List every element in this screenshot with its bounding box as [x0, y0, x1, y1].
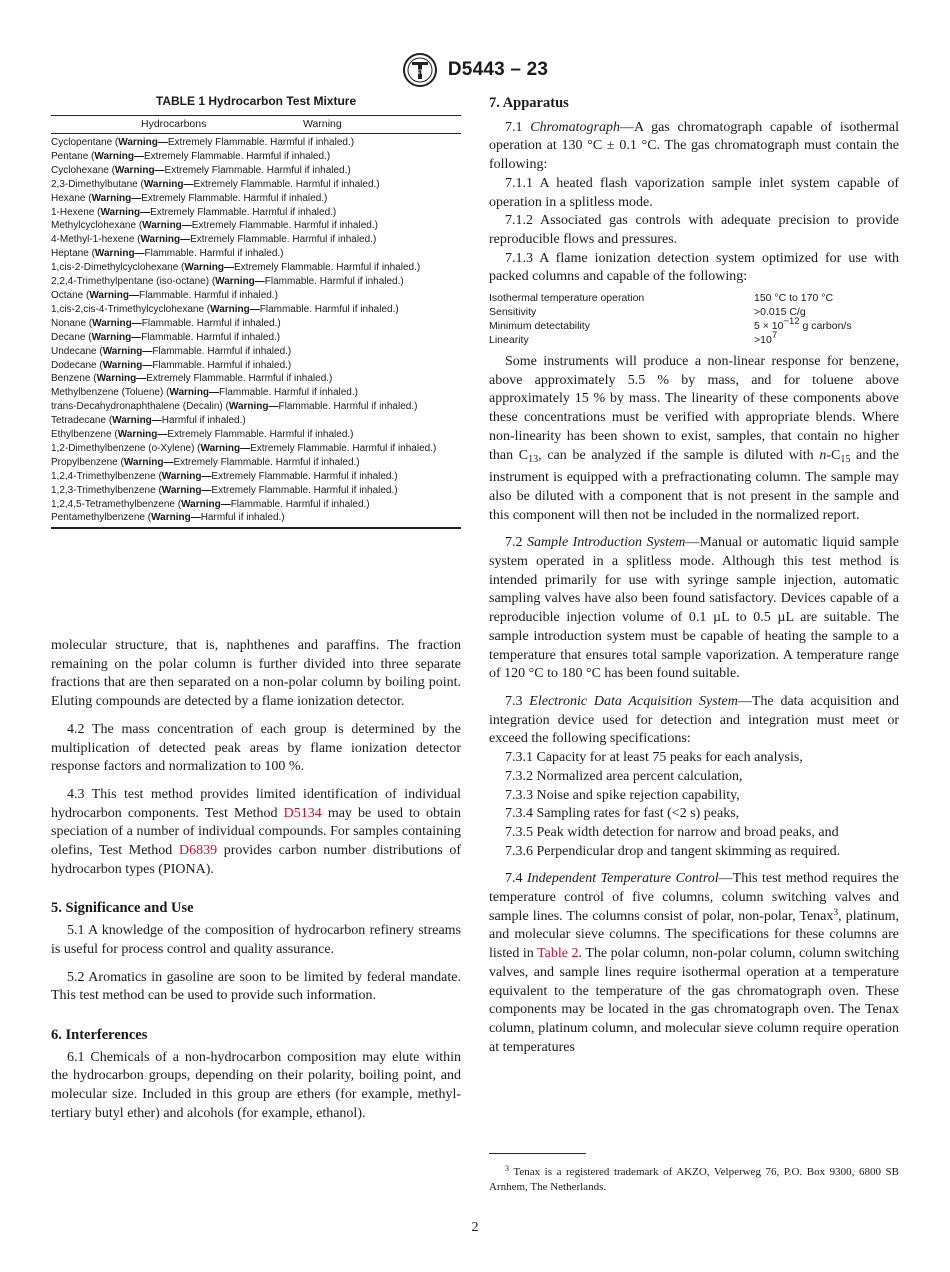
table-row: 2,2,4-Trimethylpentane (iso-octane) (Warning—Flammable. Harmful if inhaled.): [51, 276, 404, 288]
left-column: [51, 637, 461, 1123]
section-6-heading: 6. Interferences: [51, 1026, 148, 1043]
table-row: Octane (Warning—Flammable. Harmful if inhaled.): [51, 289, 278, 301]
table-row: 4-Methyl-1-hexene (Warning—Extremely Flammable. Harmful if inhaled.): [51, 234, 377, 246]
paragraph-6-1: 6.1 Chemicals of a non-hydrocarbon composition may elute within the hydrocarbon groups, depending on their polarity, boiling point, and molecular size. Included in this group are ethers (for example, methyl-tertiary butyl ether) and alcohols (for example, ethanol).: [51, 1049, 461, 1121]
table-row: Cyclohexane (Warning—Extremely Flammable. Harmful if inhaled.): [51, 164, 351, 176]
table-row: 1-Hexene (Warning—Extremely Flammable. Harmful if inhaled.): [51, 206, 337, 218]
paragraph-4-2: 4.2 The mass concentration of each group is determined by the multiplication of detected peak areas by flame ionization detector response factors and normalization to 100 %.: [51, 721, 461, 775]
table-bottom-rule: [51, 527, 461, 529]
table-row: 1,2,3-Trimethylbenzene (Warning—Extremely Flammable. Harmful if inhaled.): [51, 484, 398, 496]
paragraph-7-1: 7.1 Chromatograph—A gas chromatograph capable of isothermal operation at 130 °C ± 0.1 °C. The gas chromatograph must contain the following:: [489, 119, 900, 173]
list-item: 7.3.6 Perpendicular drop and tangent skimming as required.: [505, 843, 841, 859]
list-item: 7.3.2 Normalized area percent calculation,: [505, 768, 743, 784]
table-1-title: TABLE 1 Hydrocarbon Test Mixture: [155, 94, 357, 108]
table-row: Propylbenzene (Warning—Extremely Flammable. Harmful if inhaled.): [51, 456, 360, 468]
list-7-3: [489, 749, 899, 861]
page-header: [0, 52, 950, 88]
table-row: Hexane (Warning—Extremely Flammable. Harmful if inhaled.): [51, 192, 328, 204]
table-row: 1,cis-2,cis-4-Trimethylcyclohexane (Warning—Flammable. Harmful if inhaled.): [51, 303, 399, 315]
col-header-hydrocarbons: Hydrocarbons: [141, 118, 207, 130]
table-row: Benzene (Warning—Extremely Flammable. Harmful if inhaled.): [51, 373, 333, 385]
paragraph-7-3: 7.3 Electronic Data Acquisition System—The data acquisition and integration device used for detection and integration must meet or exceed the following specifications:: [489, 693, 899, 747]
paragraph-5-2: 5.2 Aromatics in gasoline are soon to be limited by federal mandate. This test method can be used to provide such information.: [51, 969, 461, 1004]
table-1-body: [51, 134, 461, 527]
list-item: 7.3.1 Capacity for at least 75 peaks for each analysis,: [505, 750, 803, 766]
astm-logo-icon: [402, 52, 438, 88]
list-item: 7.3.4 Sampling rates for fast (<2 s) peaks,: [505, 806, 740, 822]
table-row: Heptane (Warning—Flammable. Harmful if inhaled.): [51, 248, 284, 260]
paragraph-7-1-1: 7.1.1 A heated flash vaporization sample inlet system capable of operation in a splitless mode.: [489, 175, 899, 210]
table-row: 1,2,4-Trimethylbenzene (Warning—Extremely Flammable. Harmful if inhaled.): [51, 470, 398, 482]
paragraph-5-1: 5.1 A knowledge of the composition of hydrocarbon refinery streams is useful for process control and quality assurance.: [51, 923, 461, 957]
spec-row: Isothermal temperature operation 150 °C to 170 °C: [489, 292, 834, 305]
table-row: 1,2-Dimethylbenzene (o-Xylene) (Warning—Extremely Flammable. Harmful if inhaled.): [51, 442, 437, 454]
link-table-2[interactable]: Table 2: [537, 946, 579, 962]
list-item: 7.3.3 Noise and spike rejection capability,: [505, 787, 740, 803]
paragraph-nonlinearity: Some instruments will produce a non-linear response for benzene, above approximately 5.5 % by mass, and for toluene above approximately 15 % by mass. The linearity of these components above these concentrations must be verified with appropriate blends. Where non-linearity has been shown to exist, samples, that contain no higher than $C_{13}$, can be analyzed if the sample is diluted with $n-C_{15}$ and the instrument is equipped with a prefractionating column. The sample may also be diluted with a component that is not present in the sample and this component will then not be included in the normalized report.: [489, 354, 900, 523]
table-row: Nonane (Warning—Flammable. Harmful if inhaled.): [51, 317, 281, 329]
table-row: Ethylbenzene (Warning—Extremely Flammable. Harmful if inhaled.): [51, 429, 354, 441]
page-number: 2: [471, 1220, 479, 1235]
footnote-3: $^3$ Tenax is a registered trademark of AKZO, Velperweg 76, P.O. Box 9300, 6800 SB Arnhem, The Netherlands.: [489, 1164, 899, 1193]
table-row: Methylbenzene (Toluene) (Warning—Flammable. Harmful if inhaled.): [51, 387, 358, 399]
section-5-heading: 5. Significance and Use: [51, 900, 194, 917]
paragraph-continuation: molecular structure, that is, naphthenes and paraffins. The fraction remaining on the polar column is further divided into three separate fractions that are then separated on a non-polar column by boiling point. Eluting compounds are detected by a flame ionization detector.: [51, 638, 461, 710]
document-id: D5443 – 23: [447, 59, 549, 80]
paragraph-7-1-3: 7.1.3 A flame ionization detection system optimized for use with packed columns and capable of the following:: [489, 250, 899, 285]
footnote-rule: [489, 1153, 586, 1154]
list-item: 7.3.5 Peak width detection for narrow and broad peaks, and: [505, 824, 839, 840]
paragraph-7-4: 7.4 Independent Temperature Control—This test method requires the temperature control of five columns, column switching valves and sample lines. The columns consist of polar, non-polar, Tenax$^3$, platinum, and molecular sieve columns. The specifications for these columns are listed in Table 2. The polar column, non-polar column, column switching valves, and sample lines require isothermal operation at a temperature equivalent to the temperature of the gas chromatograph oven. These components may be located in the gas chromatograph oven. The Tenax column, platinum column, and molecular sieve column require operation at temperatures: [489, 871, 900, 1055]
spec-row: Linearity >107: [489, 330, 778, 347]
col-header-warning: Warning: [303, 118, 342, 130]
footnote-ref-3: 3: [833, 907, 839, 918]
table-row: 2,3-Dimethylbutane (Warning—Extremely Flammable. Harmful if inhaled.): [51, 178, 380, 190]
table-row: 1,cis-2-Dimethylcyclohexane (Warning—Extremely Flammable. Harmful if inhaled.): [51, 262, 421, 274]
table-row: Dodecane (Warning—Flammable. Harmful if inhaled.): [51, 359, 292, 371]
table-1-header: [51, 116, 461, 133]
detector-spec-table: [489, 291, 899, 347]
svg-text:ASTM: ASTM: [410, 69, 430, 76]
section-7-heading: 7. Apparatus: [489, 95, 569, 111]
link-d6839[interactable]: D6839: [178, 843, 218, 859]
table-row: 1,2,4,5-Tetramethylbenzene (Warning—Flammable. Harmful if inhaled.): [51, 498, 370, 510]
table-1: [51, 94, 461, 529]
paragraph-7-2: 7.2 Sample Introduction System—Manual or automatic liquid sample system operated in a splitless mode. Although this test method is intended primarily for use with syringe sample injection, automatic sampling valves have also been found satisfactory. Devices capable of a reproducible injection volume of 0.1 µL to 0.5 µL are suitable. The sample introduction system must be capable of heating the sample to a temperature that ensures total sample vaporization. A temperature range of 120 °C to 180 °C has been found suitable.: [489, 535, 900, 682]
spec-row: Sensitivity >0.015 C/g: [489, 306, 806, 319]
paragraph-4-3: 4.3 This test method provides limited identification of individual hydrocarbon components. Test Method D5134 may be used to obtain speciation of a number of individual compounds. For samples containing olefins, Test Method D6839 provides carbon number distributions of hydrocarbon types (PIONA).: [51, 786, 461, 877]
table-row: Decane (Warning—Flammable. Harmful if inhaled.): [51, 331, 281, 343]
table-row: trans-Decahydronaphthalene (Decalin) (Warning—Flammable. Harmful if inhaled.): [51, 401, 418, 413]
table-row: Tetradecane (Warning—Harmful if inhaled.): [51, 415, 246, 427]
paragraph-7-1-2: 7.1.2 Associated gas controls with adequate precision to provide reproducible flows and pressures.: [489, 213, 899, 247]
link-d5134[interactable]: D5134: [283, 805, 322, 821]
table-row: Pentamethylbenzene (Warning—Harmful if inhaled.): [51, 512, 285, 524]
table-row: Undecane (Warning—Flammable. Harmful if inhaled.): [51, 345, 292, 357]
table-row: Pentane (Warning—Extremely Flammable. Harmful if inhaled.): [51, 150, 331, 162]
table-row: Cyclopentane (Warning—Extremely Flammable. Harmful if inhaled.): [51, 137, 355, 148]
table-row: Methylcyclohexane (Warning—Extremely Flammable. Harmful if inhaled.): [51, 220, 378, 232]
spec-row: Minimum detectability 5 × 10−12 g carbon/s: [489, 316, 852, 333]
right-column: [489, 94, 899, 1057]
